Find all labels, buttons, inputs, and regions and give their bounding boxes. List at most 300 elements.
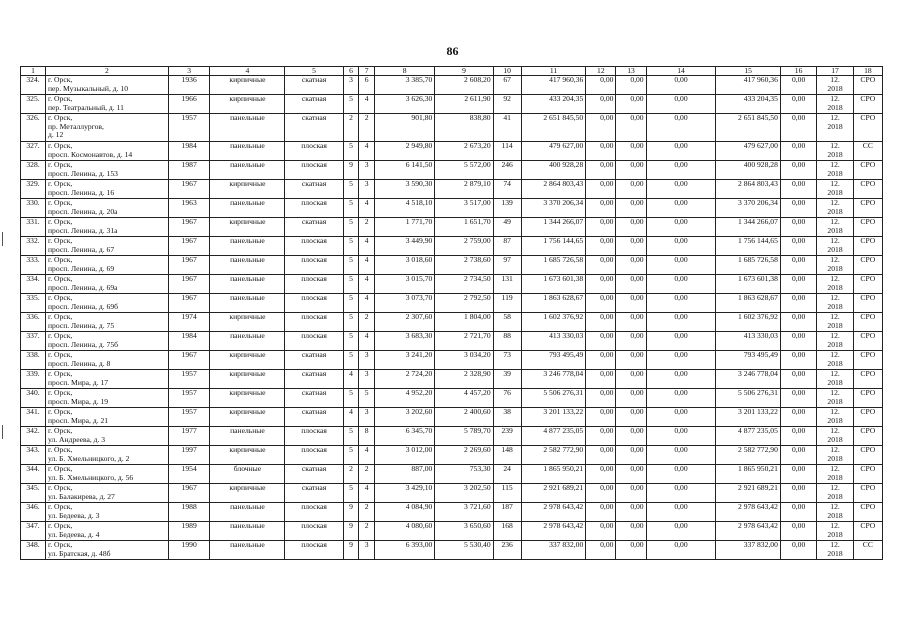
floors-cell: 5 <box>343 484 359 503</box>
funding-method-cell: СРО <box>853 408 882 427</box>
fund-cost-cell: 0,00 <box>586 180 616 199</box>
year-built-cell: 1967 <box>168 237 210 256</box>
planned-term-cell <box>817 180 853 199</box>
planned-term-line: 12. <box>830 217 840 226</box>
fund-cost-cell: 0,00 <box>586 389 616 408</box>
wall-material-cell: кирпичные <box>210 446 285 465</box>
specific-cost-cell: 0,00 <box>780 237 816 256</box>
budget-cost-cell: 0,00 <box>616 351 646 370</box>
column-number: 6 <box>343 67 359 76</box>
owners-cost-cell: 1 865 950,21 <box>716 465 781 484</box>
address-line: г. Орск, <box>47 75 73 84</box>
column-number: 8 <box>374 67 434 76</box>
total-cost-cell: 793 495,49 <box>521 351 586 370</box>
planned-term-line: 2018 <box>827 453 843 463</box>
residents-count-cell: 92 <box>493 95 521 114</box>
wall-material-cell: панельные <box>210 503 285 522</box>
funding-method-cell: СРО <box>853 503 882 522</box>
local-budget-cost-cell: 0,00 <box>646 370 716 389</box>
budget-cost-cell: 0,00 <box>616 503 646 522</box>
column-number-row <box>21 67 883 76</box>
fund-cost-cell: 0,00 <box>586 313 616 332</box>
fund-cost-cell: 0,00 <box>586 161 616 180</box>
local-budget-cost-cell: 0,00 <box>646 408 716 427</box>
planned-term-cell <box>817 237 853 256</box>
address-line: просп. Ленина, д. 69б <box>47 301 119 311</box>
roof-type-cell: плоская <box>285 313 343 332</box>
funding-method-cell: СС <box>853 541 882 560</box>
column-number: 14 <box>646 67 716 76</box>
total-area-cell: 2 949,80 <box>374 142 434 161</box>
fund-cost-cell: 0,00 <box>586 294 616 313</box>
planned-term-cell <box>817 427 853 446</box>
owners-cost-cell: 2 978 643,42 <box>716 503 781 522</box>
address-line: пер. Музыкальный, д. 10 <box>47 83 129 93</box>
roof-type-cell: скатная <box>285 218 343 237</box>
address-line: г. Орск, <box>47 521 73 530</box>
fund-cost-cell: 0,00 <box>586 237 616 256</box>
owners-cost-cell: 3 201 133,22 <box>716 408 781 427</box>
planned-term-line: 2018 <box>827 472 843 482</box>
specific-cost-cell: 0,00 <box>780 95 816 114</box>
address-line: г. Орск, <box>47 198 73 207</box>
address-line: г. Орск, <box>47 502 73 511</box>
roof-type-cell: скатная <box>285 408 343 427</box>
budget-cost-cell: 0,00 <box>616 446 646 465</box>
table-row <box>21 370 883 389</box>
owners-cost-cell: 3 246 778,04 <box>716 370 781 389</box>
address-line: ул. Андреева, д. 3 <box>47 434 106 444</box>
table-row <box>21 351 883 370</box>
row-number-cell: 329. <box>21 180 46 199</box>
planned-term-line: 2018 <box>827 358 843 368</box>
total-cost-cell: 2 582 772,90 <box>521 446 586 465</box>
roof-type-cell: плоская <box>285 256 343 275</box>
funding-method-cell: СРО <box>853 522 882 541</box>
residents-count-cell: 114 <box>493 142 521 161</box>
wall-material-cell: блочные <box>210 465 285 484</box>
total-cost-cell: 1 673 601,38 <box>521 275 586 294</box>
planned-term-line: 2018 <box>827 102 843 112</box>
floors-cell: 4 <box>343 370 359 389</box>
residential-area-cell: 2 759,00 <box>435 237 493 256</box>
roof-type-cell: скатная <box>285 484 343 503</box>
planned-term-cell <box>817 465 853 484</box>
wall-material-cell: кирпичные <box>210 389 285 408</box>
wall-material-cell: панельные <box>210 237 285 256</box>
funding-method-cell: СРО <box>853 427 882 446</box>
year-built-cell: 1957 <box>168 389 210 408</box>
local-budget-cost-cell: 0,00 <box>646 446 716 465</box>
address-line: г. Орск, <box>47 113 73 122</box>
owners-cost-cell: 1 685 726,58 <box>716 256 781 275</box>
residential-area-cell: 3 650,60 <box>435 522 493 541</box>
residents-count-cell: 39 <box>493 370 521 389</box>
planned-term-cell <box>817 142 853 161</box>
floors-cell: 2 <box>343 465 359 484</box>
total-cost-cell: 417 960,36 <box>521 76 586 95</box>
floors-cell: 9 <box>343 541 359 560</box>
specific-cost-cell: 0,00 <box>780 142 816 161</box>
total-cost-cell: 2 651 845,50 <box>521 114 586 142</box>
row-number-cell: 345. <box>21 484 46 503</box>
local-budget-cost-cell: 0,00 <box>646 142 716 161</box>
total-area-cell: 3 429,10 <box>374 484 434 503</box>
planned-term-line: 12. <box>830 350 840 359</box>
entrances-cell: 4 <box>359 446 375 465</box>
row-number-cell: 342. <box>21 427 46 446</box>
roof-type-cell: плоская <box>285 446 343 465</box>
wall-material-cell: кирпичные <box>210 76 285 95</box>
planned-term-cell <box>817 256 853 275</box>
column-number: 18 <box>853 67 882 76</box>
planned-term-cell <box>817 275 853 294</box>
floors-cell: 5 <box>343 313 359 332</box>
entrances-cell: 4 <box>359 95 375 114</box>
planned-term-line: 2018 <box>827 225 843 235</box>
address-cell <box>45 294 168 313</box>
year-built-cell: 1936 <box>168 76 210 95</box>
fund-cost-cell: 0,00 <box>586 427 616 446</box>
address-line: г. Орск, <box>47 141 73 150</box>
planned-term-line: 12. <box>830 255 840 264</box>
address-line: г. Орск, <box>47 350 73 359</box>
entrances-cell: 2 <box>359 522 375 541</box>
specific-cost-cell: 0,00 <box>780 332 816 351</box>
address-line: д. 12 <box>47 130 64 140</box>
planned-term-cell <box>817 503 853 522</box>
owners-cost-cell: 417 960,36 <box>716 76 781 95</box>
address-cell <box>45 427 168 446</box>
floors-cell: 5 <box>343 237 359 256</box>
wall-material-cell: панельные <box>210 161 285 180</box>
year-built-cell: 1957 <box>168 370 210 389</box>
table-row <box>21 294 883 313</box>
row-number-cell: 338. <box>21 351 46 370</box>
year-built-cell: 1967 <box>168 294 210 313</box>
margin-mark <box>2 232 3 246</box>
total-cost-cell: 337 832,00 <box>521 541 586 560</box>
planned-term-line: 12. <box>830 293 840 302</box>
residents-count-cell: 139 <box>493 199 521 218</box>
budget-cost-cell: 0,00 <box>616 408 646 427</box>
floors-cell: 5 <box>343 332 359 351</box>
planned-term-line: 12. <box>830 445 840 454</box>
address-cell <box>45 218 168 237</box>
total-cost-cell: 2 978 643,42 <box>521 522 586 541</box>
address-cell <box>45 389 168 408</box>
entrances-cell: 4 <box>359 294 375 313</box>
address-line: просп. Ленина, д. 69 <box>47 263 115 273</box>
year-built-cell: 1957 <box>168 408 210 427</box>
roof-type-cell: скатная <box>285 465 343 484</box>
funding-method-cell: СРО <box>853 161 882 180</box>
planned-term-line: 2018 <box>827 548 843 558</box>
total-area-cell: 4 084,90 <box>374 503 434 522</box>
planned-term-line: 12. <box>830 179 840 188</box>
residents-count-cell: 87 <box>493 237 521 256</box>
total-cost-cell: 1 602 376,92 <box>521 313 586 332</box>
address-line: г. Орск, <box>47 407 73 416</box>
total-area-cell: 1 771,70 <box>374 218 434 237</box>
floors-cell: 3 <box>343 76 359 95</box>
address-line: ул. Бедеева, д. 4 <box>47 529 100 539</box>
roof-type-cell: плоская <box>285 522 343 541</box>
year-built-cell: 1967 <box>168 484 210 503</box>
residents-count-cell: 67 <box>493 76 521 95</box>
column-number: 2 <box>45 67 168 76</box>
roof-type-cell: плоская <box>285 237 343 256</box>
address-line: просп. Мира, д. 19 <box>47 396 109 406</box>
address-line: г. Орск, <box>47 540 73 549</box>
total-area-cell: 3 449,90 <box>374 237 434 256</box>
planned-term-line: 2018 <box>827 168 843 178</box>
wall-material-cell: кирпичные <box>210 218 285 237</box>
address-line: г. Орск, <box>47 217 73 226</box>
address-line: г. Орск, <box>47 255 73 264</box>
year-built-cell: 1989 <box>168 522 210 541</box>
budget-cost-cell: 0,00 <box>616 199 646 218</box>
fund-cost-cell: 0,00 <box>586 332 616 351</box>
address-line: г. Орск, <box>47 483 73 492</box>
fund-cost-cell: 0,00 <box>586 503 616 522</box>
row-number-cell: 346. <box>21 503 46 522</box>
floors-cell: 5 <box>343 351 359 370</box>
specific-cost-cell: 0,00 <box>780 180 816 199</box>
floors-cell: 5 <box>343 275 359 294</box>
residents-count-cell: 239 <box>493 427 521 446</box>
total-cost-cell: 3 370 206,34 <box>521 199 586 218</box>
planned-term-cell <box>817 114 853 142</box>
owners-cost-cell: 4 877 235,05 <box>716 427 781 446</box>
table-row <box>21 503 883 522</box>
floors-cell: 5 <box>343 427 359 446</box>
planned-term-line: 12. <box>830 113 840 122</box>
total-cost-cell: 1 863 628,67 <box>521 294 586 313</box>
planned-term-cell <box>817 313 853 332</box>
residents-count-cell: 115 <box>493 484 521 503</box>
address-cell <box>45 76 168 95</box>
entrances-cell: 2 <box>359 218 375 237</box>
row-number-cell: 341. <box>21 408 46 427</box>
table-row <box>21 332 883 351</box>
owners-cost-cell: 1 863 628,67 <box>716 294 781 313</box>
budget-cost-cell: 0,00 <box>616 370 646 389</box>
year-built-cell: 1954 <box>168 465 210 484</box>
planned-term-line: 2018 <box>827 282 843 292</box>
roof-type-cell: плоская <box>285 161 343 180</box>
residents-count-cell: 74 <box>493 180 521 199</box>
planned-term-line: 12. <box>830 369 840 378</box>
address-line: ул. Бедеева, д. 3 <box>47 510 100 520</box>
local-budget-cost-cell: 0,00 <box>646 237 716 256</box>
specific-cost-cell: 0,00 <box>780 256 816 275</box>
residential-area-cell: 2 792,50 <box>435 294 493 313</box>
residents-count-cell: 41 <box>493 114 521 142</box>
page-number: 86 <box>446 44 459 58</box>
planned-term-cell <box>817 484 853 503</box>
funding-method-cell: СРО <box>853 351 882 370</box>
total-cost-cell: 1 685 726,58 <box>521 256 586 275</box>
fund-cost-cell: 0,00 <box>586 114 616 142</box>
funding-method-cell: СРО <box>853 218 882 237</box>
planned-term-line: 12. <box>830 331 840 340</box>
address-cell <box>45 370 168 389</box>
wall-material-cell: панельные <box>210 114 285 142</box>
planned-term-line: 12. <box>830 464 840 473</box>
floors-cell: 4 <box>343 408 359 427</box>
entrances-cell: 8 <box>359 427 375 446</box>
owners-cost-cell: 2 582 772,90 <box>716 446 781 465</box>
floors-cell: 5 <box>343 218 359 237</box>
specific-cost-cell: 0,00 <box>780 484 816 503</box>
residential-area-cell: 2 879,10 <box>435 180 493 199</box>
floors-cell: 9 <box>343 503 359 522</box>
planned-term-cell <box>817 95 853 114</box>
residential-area-cell: 4 457,20 <box>435 389 493 408</box>
wall-material-cell: панельные <box>210 541 285 560</box>
table-row <box>21 465 883 484</box>
year-built-cell: 1990 <box>168 541 210 560</box>
planned-term-line: 12. <box>830 521 840 530</box>
wall-material-cell: кирпичные <box>210 180 285 199</box>
local-budget-cost-cell: 0,00 <box>646 541 716 560</box>
planned-term-cell <box>817 76 853 95</box>
entrances-cell: 2 <box>359 465 375 484</box>
wall-material-cell: кирпичные <box>210 313 285 332</box>
total-area-cell: 4 518,10 <box>374 199 434 218</box>
entrances-cell: 3 <box>359 370 375 389</box>
funding-method-cell: СРО <box>853 332 882 351</box>
local-budget-cost-cell: 0,00 <box>646 76 716 95</box>
row-number-cell: 337. <box>21 332 46 351</box>
planned-term-cell <box>817 161 853 180</box>
floors-cell: 5 <box>343 142 359 161</box>
column-number: 5 <box>285 67 343 76</box>
residents-count-cell: 88 <box>493 332 521 351</box>
fund-cost-cell: 0,00 <box>586 351 616 370</box>
budget-cost-cell: 0,00 <box>616 180 646 199</box>
address-cell <box>45 332 168 351</box>
local-budget-cost-cell: 0,00 <box>646 294 716 313</box>
residents-count-cell: 246 <box>493 161 521 180</box>
residents-count-cell: 236 <box>493 541 521 560</box>
funding-method-cell: СРО <box>853 199 882 218</box>
local-budget-cost-cell: 0,00 <box>646 161 716 180</box>
fund-cost-cell: 0,00 <box>586 95 616 114</box>
total-cost-cell: 433 204,35 <box>521 95 586 114</box>
address-line: г. Орск, <box>47 94 73 103</box>
total-area-cell: 3 202,60 <box>374 408 434 427</box>
total-cost-cell: 413 330,03 <box>521 332 586 351</box>
residential-area-cell: 1 804,00 <box>435 313 493 332</box>
wall-material-cell: панельные <box>210 199 285 218</box>
funding-method-cell: СРО <box>853 180 882 199</box>
floors-cell: 5 <box>343 446 359 465</box>
address-cell <box>45 95 168 114</box>
specific-cost-cell: 0,00 <box>780 351 816 370</box>
fund-cost-cell: 0,00 <box>586 541 616 560</box>
address-cell <box>45 161 168 180</box>
owners-cost-cell: 2 921 689,21 <box>716 484 781 503</box>
residents-count-cell: 187 <box>493 503 521 522</box>
budget-cost-cell: 0,00 <box>616 389 646 408</box>
owners-cost-cell: 400 928,28 <box>716 161 781 180</box>
column-number: 15 <box>716 67 781 76</box>
total-area-cell: 901,80 <box>374 114 434 142</box>
row-number-cell: 335. <box>21 294 46 313</box>
funding-method-cell: СРО <box>853 294 882 313</box>
row-number-cell: 325. <box>21 95 46 114</box>
funding-method-cell: СРО <box>853 389 882 408</box>
budget-cost-cell: 0,00 <box>616 332 646 351</box>
planned-term-line: 12. <box>830 274 840 283</box>
entrances-cell: 3 <box>359 408 375 427</box>
local-budget-cost-cell: 0,00 <box>646 313 716 332</box>
roof-type-cell: скатная <box>285 114 343 142</box>
row-number-cell: 339. <box>21 370 46 389</box>
total-area-cell: 3 385,70 <box>374 76 434 95</box>
residents-count-cell: 148 <box>493 446 521 465</box>
total-area-cell: 2 724,20 <box>374 370 434 389</box>
residents-count-cell: 49 <box>493 218 521 237</box>
entrances-cell: 4 <box>359 256 375 275</box>
specific-cost-cell: 0,00 <box>780 161 816 180</box>
table-row <box>21 237 883 256</box>
residential-area-cell: 3 202,50 <box>435 484 493 503</box>
table-row <box>21 199 883 218</box>
roof-type-cell: плоская <box>285 503 343 522</box>
fund-cost-cell: 0,00 <box>586 465 616 484</box>
table-row <box>21 76 883 95</box>
planned-term-line: 12. <box>830 160 840 169</box>
budget-cost-cell: 0,00 <box>616 541 646 560</box>
address-cell <box>45 180 168 199</box>
local-budget-cost-cell: 0,00 <box>646 465 716 484</box>
total-cost-cell: 1 756 144,65 <box>521 237 586 256</box>
funding-method-cell: СС <box>853 142 882 161</box>
wall-material-cell: панельные <box>210 275 285 294</box>
year-built-cell: 1977 <box>168 427 210 446</box>
address-line: г. Орск, <box>47 331 73 340</box>
planned-term-line: 2018 <box>827 396 843 406</box>
row-number-cell: 326. <box>21 114 46 142</box>
address-line: просп. Ленина, д. 75 <box>47 320 115 330</box>
residential-area-cell: 1 651,70 <box>435 218 493 237</box>
year-built-cell: 1984 <box>168 332 210 351</box>
residential-area-cell: 5 572,00 <box>435 161 493 180</box>
fund-cost-cell: 0,00 <box>586 76 616 95</box>
residents-count-cell: 97 <box>493 256 521 275</box>
fund-cost-cell: 0,00 <box>586 275 616 294</box>
table-row <box>21 313 883 332</box>
local-budget-cost-cell: 0,00 <box>646 522 716 541</box>
row-number-cell: 340. <box>21 389 46 408</box>
floors-cell: 5 <box>343 389 359 408</box>
residents-count-cell: 119 <box>493 294 521 313</box>
planned-term-cell <box>817 541 853 560</box>
wall-material-cell: панельные <box>210 332 285 351</box>
address-line: г. Орск, <box>47 388 73 397</box>
funding-method-cell: СРО <box>853 256 882 275</box>
owners-cost-cell: 793 495,49 <box>716 351 781 370</box>
budget-cost-cell: 0,00 <box>616 275 646 294</box>
budget-cost-cell: 0,00 <box>616 142 646 161</box>
address-line: г. Орск, <box>47 426 73 435</box>
residential-area-cell: 2 608,20 <box>435 76 493 95</box>
roof-type-cell: плоская <box>285 199 343 218</box>
planned-term-line: 12. <box>830 540 840 549</box>
